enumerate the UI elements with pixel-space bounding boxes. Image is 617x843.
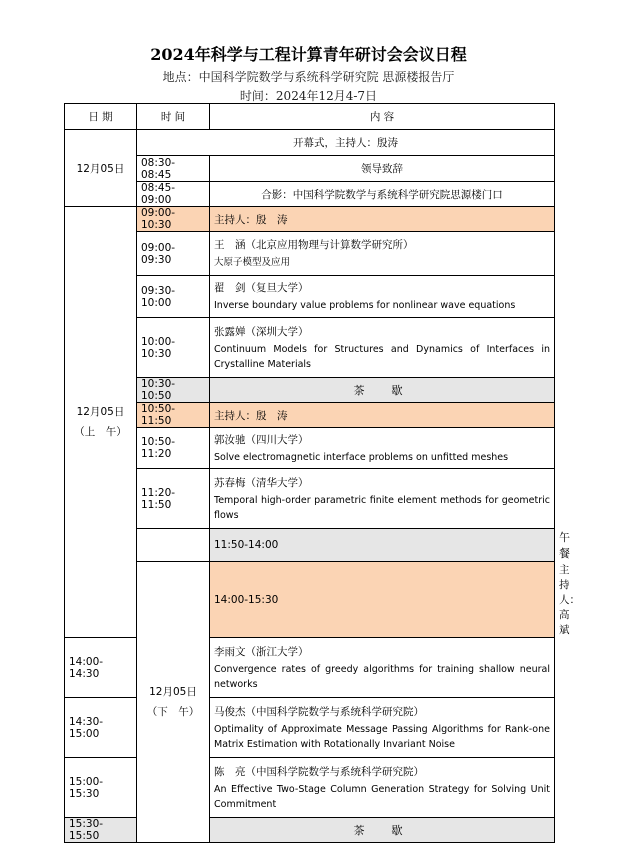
talk-cell (210, 318, 555, 378)
session-chair-row (65, 207, 555, 232)
header-time: 时 间 (137, 104, 210, 130)
page-title: 2024年科学与工程计算青年研讨会会议日程 (150, 45, 467, 64)
talk-cell (210, 232, 555, 276)
content-cell: 合影：中国科学院数学与系统科学研究院思源楼门口 (210, 182, 555, 207)
talk-cell (210, 276, 555, 318)
talk-speaker: 王 涵（北京应用物理与计算数学研究所） (214, 239, 414, 251)
talk-speaker: 张露婵（深圳大学） (214, 325, 309, 338)
session-chair: 主持人：殷 涛 (210, 403, 555, 428)
time-cell: 15:30-15:50 (65, 818, 137, 843)
talk-speaker: 陈 亮（中国科学院数学与系统科学研究院） (214, 765, 424, 778)
table-row (65, 130, 555, 156)
talk-speaker: 苏春梅（清华大学） (214, 476, 309, 489)
empty-date-cell (137, 529, 210, 562)
schedule-table (64, 103, 597, 843)
talk-title: Inverse boundary value problems for nonlinear wave equations (214, 300, 516, 311)
talk-title: Optimality of Approximate Message Passing Algorithms for Rank-one Matrix Estimation with Rotationally Invariant Noise (214, 723, 550, 750)
header-content: 内 容 (210, 104, 555, 130)
break-label: 茶 歇 (210, 818, 555, 843)
date-cell (65, 207, 137, 638)
dates-line: 时间：2024年12月4-7日 (239, 89, 378, 103)
lunch-row: 11:50-14:00 午 餐 (65, 529, 555, 562)
time-cell: 10:30-10:50 (137, 378, 210, 403)
break-row (65, 378, 555, 403)
time-cell: 08:30-08:45 (137, 156, 210, 182)
table-row (65, 156, 555, 182)
talk-speaker: 李雨文（浙江大学） (214, 645, 309, 658)
table-row (65, 428, 555, 469)
table-header-row (65, 104, 555, 130)
talk-cell (210, 638, 555, 698)
time-cell: 09:30-10:00 (137, 276, 210, 318)
time-cell: 11:50-14:00 (210, 529, 555, 562)
date-text: 12月05日 (149, 686, 197, 698)
table-row (65, 469, 555, 529)
session-chair-row (65, 403, 555, 428)
talk-title: 大原子模型及应用 (214, 257, 291, 268)
content-cell: 领导致辞 (210, 156, 555, 182)
date-text: 12月05日 (76, 406, 125, 418)
talk-title: Continuum Models for Structures and Dynamics of Interfaces in Crystalline Materials (214, 343, 550, 370)
talk-cell (210, 428, 555, 469)
time-cell: 14:00-14:30 (65, 638, 137, 698)
opening-ceremony: 开幕式，主持人：殷涛 (137, 130, 555, 156)
date-cell: 12月05日 (65, 130, 137, 207)
time-cell: 14:00-15:30 (210, 562, 555, 638)
header-date: 日 期 (65, 104, 137, 130)
time-cell: 11:20-11:50 (137, 469, 210, 529)
table-row (65, 182, 555, 207)
talk-cell (210, 469, 555, 529)
time-cell: 10:50-11:20 (137, 428, 210, 469)
venue-line: 地点：中国科学院数学与系统科学研究院 思源楼报告厅 (162, 70, 455, 84)
table-row (65, 232, 555, 276)
talk-cell (210, 698, 555, 758)
talk-title: An Effective Two-Stage Column Generation Strategy for Solving Unit Commitment (214, 783, 550, 810)
time-cell: 09:00-10:30 (137, 207, 210, 232)
time-cell: 08:45-09:00 (137, 182, 210, 207)
date-cell (137, 562, 210, 843)
time-cell: 10:00-10:30 (137, 318, 210, 378)
table-row (65, 276, 555, 318)
period-text: （上 午） (74, 426, 127, 438)
time-cell: 14:30-15:00 (65, 698, 137, 758)
talk-title: Solve electromagnetic interface problems on unfitted meshes (214, 451, 509, 463)
talk-title: Convergence rates of greedy algorithms for training shallow neural networks (214, 663, 550, 690)
time-cell: 15:00-15:30 (65, 758, 137, 818)
session-chair-row: 12月05日 （下 午） 14:00-15:30 主持人：高 斌 (65, 562, 555, 638)
talk-cell (210, 758, 555, 818)
session-chair: 主持人：殷 涛 (210, 207, 555, 232)
talk-title: Temporal high-order parametric finite element methods for geometric flows (214, 494, 550, 521)
talk-speaker: 马俊杰（中国科学院数学与系统科学研究院） (214, 705, 424, 718)
period-text: （下 午） (146, 706, 200, 718)
talk-speaker: 翟 剑（复旦大学） (214, 282, 309, 294)
time-cell: 10:50-11:50 (137, 403, 210, 428)
table-row (65, 318, 555, 378)
talk-speaker: 郭汝驰（四川大学） (214, 433, 309, 446)
break-label: 茶 歇 (210, 378, 555, 403)
time-cell: 09:00-09:30 (137, 232, 210, 276)
